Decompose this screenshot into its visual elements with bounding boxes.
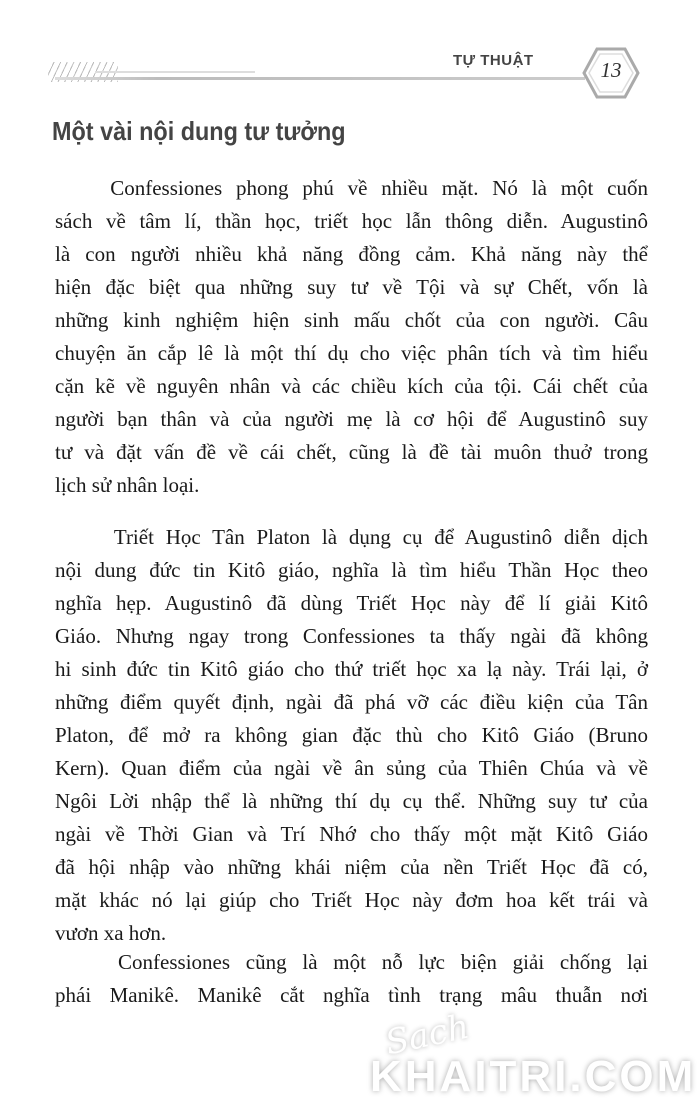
text-line: người bạn thân và của người mẹ là cơ hội để Augustinô suy — [55, 407, 648, 431]
text-line: Ngôi Lời nhập thể là những thí dụ cụ thể. Những suy tư của — [55, 789, 648, 813]
text-line: đã hội nhập vào những khái niệm của nền Triết Học đã có, — [55, 855, 648, 879]
text-line: những kinh nghiệm hiện sinh mấu chốt của con người. Câu — [55, 308, 648, 332]
text-line: nghĩa hẹp. Augustinô đã dùng Triết Học này để lí giải Kitô — [55, 591, 648, 615]
text-line: ngài về Thời Gian và Trí Nhớ cho thấy một mặt Kitô Giáo — [55, 822, 648, 846]
text-line: chuyện ăn cắp lê là một thí dụ cho việc phân tích và tìm hiểu — [55, 341, 648, 365]
paragraph-2 — [55, 521, 648, 950]
text-line: phái Manikê. Manikê cắt nghĩa tình trạng mâu thuẫn nơi — [55, 983, 648, 1007]
header-rule — [55, 77, 585, 80]
text-line: Triết Học Tân Platon là dụng cụ để Augustinô diễn dịch — [55, 525, 648, 549]
text-line: Confessiones cũng là một nỗ lực biện giải chống lại — [55, 950, 648, 974]
text-line: Platon, để mở ra không gian đặc thù cho Kitô Giáo (Bruno — [55, 723, 648, 747]
text-line: Giáo. Nhưng ngay trong Confessiones ta thấy ngài đã không — [55, 624, 648, 648]
paragraph-1 — [55, 172, 648, 502]
text-line: Confessiones phong phú về nhiều mặt. Nó là một cuốn — [55, 176, 648, 200]
text-line: Kern). Quan điểm của ngài về ân sủng của Thiên Chúa và về — [55, 756, 648, 780]
page-number: 13 — [600, 58, 622, 82]
text-line: là con người nhiều khả năng đồng cảm. Khả năng này thể — [55, 242, 648, 266]
text-line: tư và đặt vấn đề về cái chết, cũng là đề tài muôn thuở trong — [55, 440, 648, 464]
running-title: TỰ THUẬT — [453, 52, 534, 69]
section-title: Một vài nội dung tư tưởng — [52, 116, 346, 146]
watermark-script: Sach — [381, 1006, 473, 1064]
header-rule-accent — [95, 71, 255, 73]
text-line: hiện đặc biệt qua những suy tư về Tội và sự Chết, vốn là — [55, 275, 648, 299]
text-line: cặn kẽ về nguyên nhân và các chiều kích của tội. Cái chết của — [55, 374, 648, 398]
text-line: những điểm quyết định, ngài đã phá vỡ các điều kiện của Tân — [55, 690, 648, 714]
text-line: sách về tâm lí, thần học, triết học lẫn thông diễn. Augustinô — [55, 209, 648, 233]
watermark-brand: KHAITRI.COM — [370, 1052, 697, 1101]
text-line: mặt khác nó lại giúp cho Triết Học này đơm hoa kết trái và — [55, 888, 648, 912]
text-line: hi sinh đức tin Kitô giáo cho thứ triết học xa lạ này. Trái lại, ở — [55, 657, 648, 681]
text-line: lịch sử nhân loại. — [55, 473, 200, 497]
text-line: nội dung đức tin Kitô giáo, nghĩa là tìm hiểu Thần Học theo — [55, 558, 648, 582]
paragraph-3 — [55, 946, 648, 1012]
text-line: vươn xa hơn. — [55, 921, 167, 945]
